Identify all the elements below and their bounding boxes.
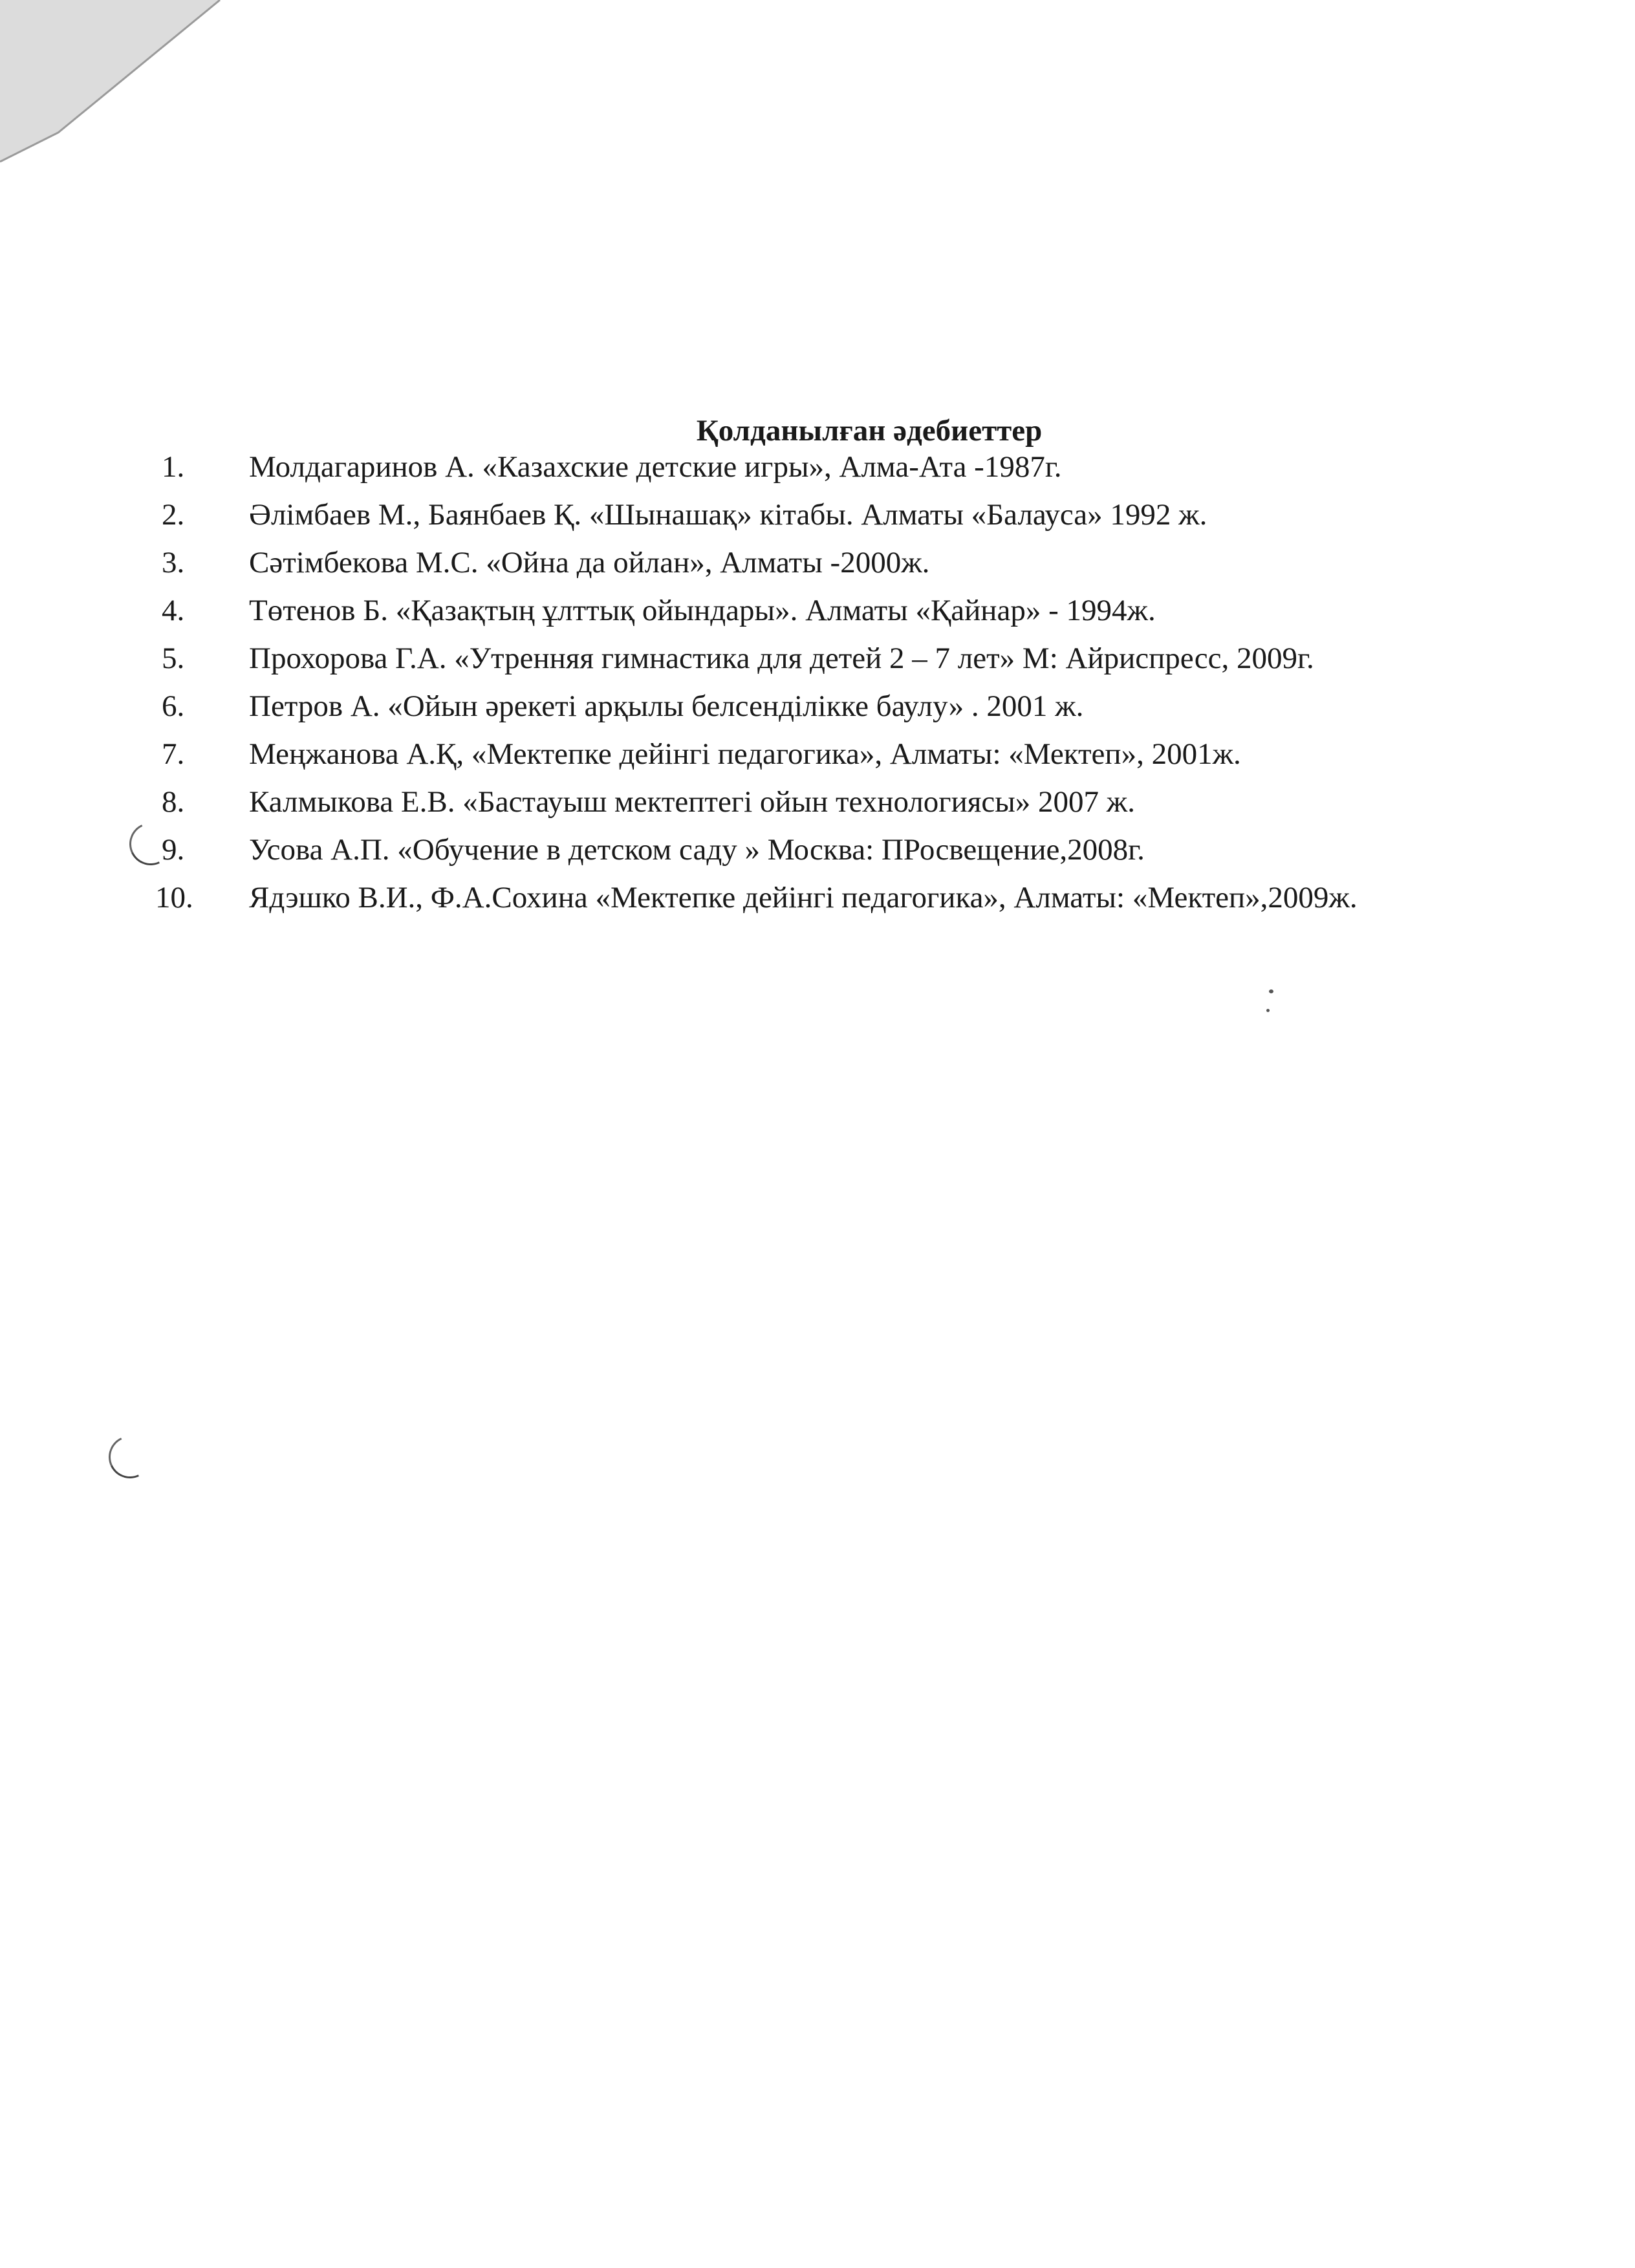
reference-text: Петров А. «Ойын әрекеті арқылы белсенділікке баулу» . 2001 ж. — [249, 689, 1084, 723]
reference-number: 8. — [162, 785, 185, 819]
reference-item — [162, 735, 1604, 773]
reference-text: Меңжанова А.Қ, «Мектепке дейінгі педагогика», Алматы: «Мектеп», 2001ж. — [249, 737, 1241, 771]
reference-item — [155, 878, 1604, 917]
page-title: Қолданылған әдебиеттер — [696, 414, 1043, 448]
reference-number: 1. — [162, 450, 185, 484]
reference-text: Прохорова Г.А. «Утренняя гимнастика для детей 2 – 7 лет» М: Айриспресс, 2009г. — [249, 642, 1314, 675]
reference-text: Калмыкова Е.В. «Бастауыш мектептегі ойын технологиясы» 2007 ж. — [249, 785, 1135, 819]
reference-text: Ядэшко В.И., Ф.А.Сохина «Мектепке дейінгі педагогика», Алматы: «Мектеп»,2009ж. — [249, 881, 1358, 914]
reference-item — [162, 448, 1604, 486]
reference-item — [162, 639, 1604, 678]
reference-text: Әлімбаев М., Баянбаев Қ. «Шынашақ» кітабы. Алматы «Балауса» 1992 ж. — [249, 498, 1207, 532]
reference-list — [155, 448, 1604, 926]
reference-item — [162, 687, 1604, 726]
reference-number: 4. — [162, 594, 185, 627]
reference-number: 3. — [162, 546, 185, 579]
reference-text: Молдагаринов А. «Казахские детские игры», Алма-Ата -1987г. — [249, 450, 1062, 484]
reference-item — [162, 543, 1604, 582]
ink-speck — [1266, 1009, 1270, 1012]
reference-text: Төтенов Б. «Қазақтың ұлттық ойындары». Алматы «Қайнар» - 1994ж. — [249, 594, 1156, 627]
reference-number: 7. — [162, 737, 185, 771]
reference-item — [162, 830, 1604, 869]
reference-number: 6. — [162, 689, 185, 723]
reference-number: 5. — [162, 642, 185, 675]
reference-number: 9. — [162, 833, 185, 867]
reference-item — [162, 495, 1604, 534]
reference-item — [162, 783, 1604, 821]
reference-text: Сәтімбекова М.С. «Ойна да ойлан», Алматы -2000ж. — [249, 546, 930, 579]
reference-item — [162, 591, 1604, 630]
reference-text: Усова А.П. «Обучение в детском саду » Москва: ПРосвещение,2008г. — [249, 833, 1145, 867]
reference-number: 2. — [162, 498, 185, 532]
reference-number: 10. — [155, 881, 193, 914]
ink-speck — [1269, 989, 1273, 993]
